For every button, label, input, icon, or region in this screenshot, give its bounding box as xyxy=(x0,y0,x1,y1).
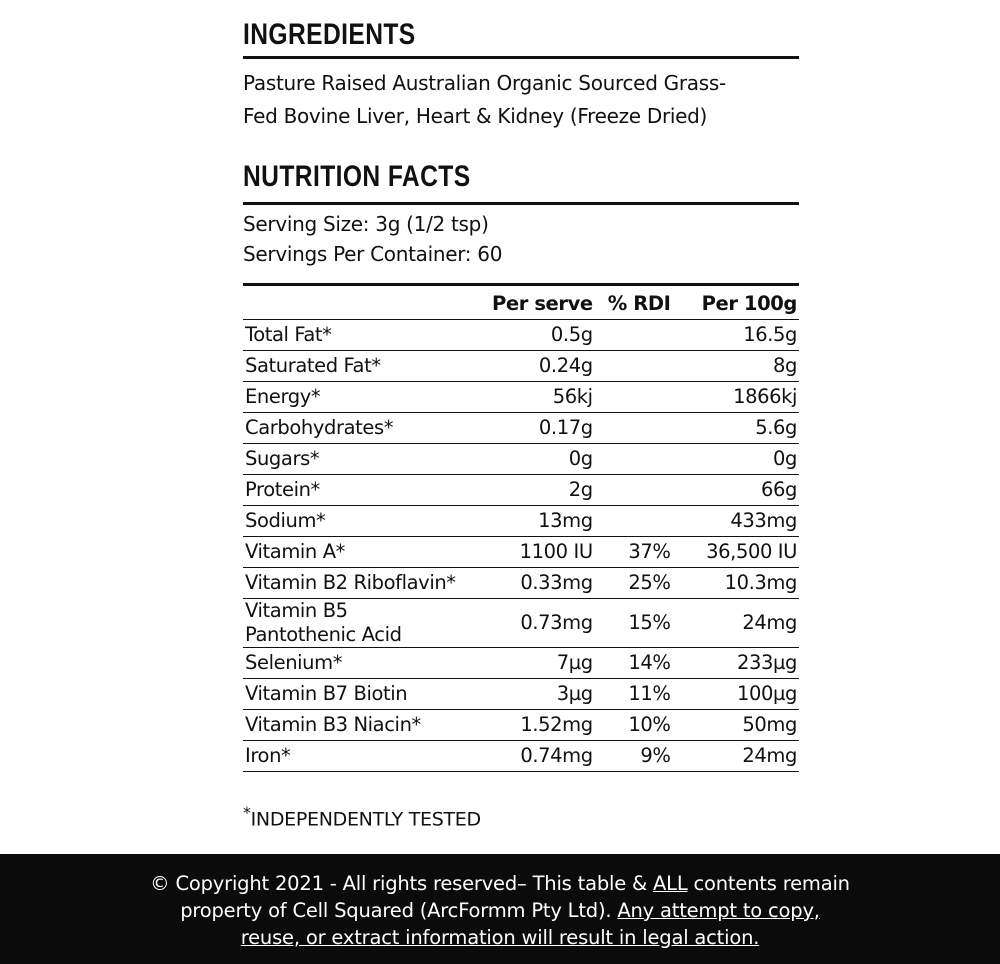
rdi-value xyxy=(595,320,673,351)
rdi-value: 14% xyxy=(595,648,673,679)
nutrient-name: Vitamin B2 Riboflavin* xyxy=(243,568,476,599)
nutrient-name: Carbohydrates* xyxy=(243,413,476,444)
ingredients-heading: INGREDIENTS xyxy=(243,18,416,51)
per-serve-value: 0.74mg xyxy=(476,741,595,772)
table-row xyxy=(243,568,799,599)
per-serve-value: 56kj xyxy=(476,382,595,413)
per-serve-value: 0.17g xyxy=(476,413,595,444)
per-100g-value: 8g xyxy=(672,351,799,382)
independently-tested-note xyxy=(243,803,481,830)
per-serve-value: 13mg xyxy=(476,506,595,537)
rdi-value xyxy=(595,444,673,475)
per-100g-value: 16.5g xyxy=(672,320,799,351)
copyright-line-3 xyxy=(0,924,1000,951)
nutrient-name: Sodium* xyxy=(243,506,476,537)
table-row xyxy=(243,320,799,351)
per-100g-value: 100µg xyxy=(672,679,799,710)
copyright-line-1 xyxy=(0,870,1000,897)
table-row xyxy=(243,648,799,679)
per-serve-value: 0g xyxy=(476,444,595,475)
per-serve-value: 1.52mg xyxy=(476,710,595,741)
nutrient-name-line-1: Vitamin B5 xyxy=(245,599,348,622)
column-header-name xyxy=(243,285,476,320)
nutrient-name: Vitamin B7 Biotin xyxy=(243,679,476,710)
per-serve-value: 0.24g xyxy=(476,351,595,382)
table-header-row xyxy=(243,285,799,320)
rdi-value: 25% xyxy=(595,568,673,599)
per-serve-value: 1100 IU xyxy=(476,537,595,568)
per-100g-value: 5.6g xyxy=(672,413,799,444)
column-header-rdi: % RDI xyxy=(607,291,671,315)
nutrient-name-line-2: Pantothenic Acid xyxy=(245,623,402,646)
rdi-value xyxy=(595,506,673,537)
per-serve-value: 2g xyxy=(476,475,595,506)
table-row xyxy=(243,506,799,537)
per-100g-value: 1866kj xyxy=(672,382,799,413)
nutrient-name: Protein* xyxy=(243,475,476,506)
nutrient-name: Vitamin B3 Niacin* xyxy=(243,710,476,741)
nutrient-name: Total Fat* xyxy=(243,320,476,351)
nutrient-name: Sugars* xyxy=(243,444,476,475)
column-header-per-100g: Per 100g xyxy=(701,291,797,315)
table-row xyxy=(243,382,799,413)
per-100g-value: 233µg xyxy=(672,648,799,679)
footnote-text: INDEPENDENTLY TESTED xyxy=(250,808,481,831)
per-serve-value: 0.33mg xyxy=(476,568,595,599)
copyright-warning-end: reuse, or extract information will result in legal action. xyxy=(240,926,760,949)
rdi-value: 11% xyxy=(595,679,673,710)
rdi-value: 37% xyxy=(595,537,673,568)
table-row xyxy=(243,351,799,382)
per-100g-value: 50mg xyxy=(672,710,799,741)
nutrient-name: Selenium* xyxy=(243,648,476,679)
copyright-line-2-text: property of Cell Squared (ArcFormm Pty Ltd). xyxy=(180,899,618,922)
ingredients-text xyxy=(243,67,799,133)
per-100g-value: 66g xyxy=(672,475,799,506)
rdi-value: 10% xyxy=(595,710,673,741)
ingredients-line-2: Fed Bovine Liver, Heart & Kidney (Freeze Dried) xyxy=(243,104,708,128)
copyright-line-1-end: contents remain xyxy=(687,872,850,895)
per-serve-value: 7µg xyxy=(476,648,595,679)
copyright-footer xyxy=(0,854,1000,964)
per-100g-value: 36,500 IU xyxy=(672,537,799,568)
copyright-text xyxy=(0,870,1000,951)
table-row xyxy=(243,679,799,710)
table-row xyxy=(243,599,799,648)
per-100g-value: 24mg xyxy=(672,599,799,648)
copyright-warning-start: Any attempt to copy, xyxy=(617,899,820,922)
copyright-line-1-text: © Copyright 2021 - All rights reserved– This table & xyxy=(150,872,654,895)
per-serve-value: 3µg xyxy=(476,679,595,710)
rdi-value xyxy=(595,351,673,382)
per-serve-value: 0.73mg xyxy=(476,599,595,648)
nutrient-name: Iron* xyxy=(243,741,476,772)
per-100g-value: 433mg xyxy=(672,506,799,537)
per-100g-value: 0g xyxy=(672,444,799,475)
nutrient-name: Vitamin A* xyxy=(243,537,476,568)
table-row xyxy=(243,413,799,444)
footnote-star: * xyxy=(243,803,251,822)
table-row xyxy=(243,475,799,506)
rdi-value xyxy=(595,475,673,506)
copyright-line-2 xyxy=(0,897,1000,924)
nutrient-name xyxy=(243,599,476,648)
ingredients-line-1: Pasture Raised Australian Organic Sourced Grass- xyxy=(243,71,726,95)
copyright-emphasis-all: ALL xyxy=(653,872,688,895)
rdi-value: 15% xyxy=(595,599,673,648)
rdi-value xyxy=(595,413,673,444)
rdi-value xyxy=(595,382,673,413)
nutrient-name: Saturated Fat* xyxy=(243,351,476,382)
per-100g-value: 24mg xyxy=(672,741,799,772)
nutrition-table xyxy=(243,283,799,772)
column-header-per-serve: Per serve xyxy=(492,291,593,315)
nutrition-heading: NUTRITION FACTS xyxy=(243,160,471,193)
per-100g-value: 10.3mg xyxy=(672,568,799,599)
table-row xyxy=(243,741,799,772)
serving-size: Serving Size: 3g (1/2 tsp) xyxy=(243,212,489,236)
table-row xyxy=(243,710,799,741)
table-row xyxy=(243,537,799,568)
per-serve-value: 0.5g xyxy=(476,320,595,351)
nutrition-divider xyxy=(243,202,799,205)
table-row xyxy=(243,444,799,475)
nutrient-name: Energy* xyxy=(243,382,476,413)
servings-per-container: Servings Per Container: 60 xyxy=(243,242,503,266)
rdi-value: 9% xyxy=(595,741,673,772)
ingredients-divider xyxy=(243,56,799,59)
